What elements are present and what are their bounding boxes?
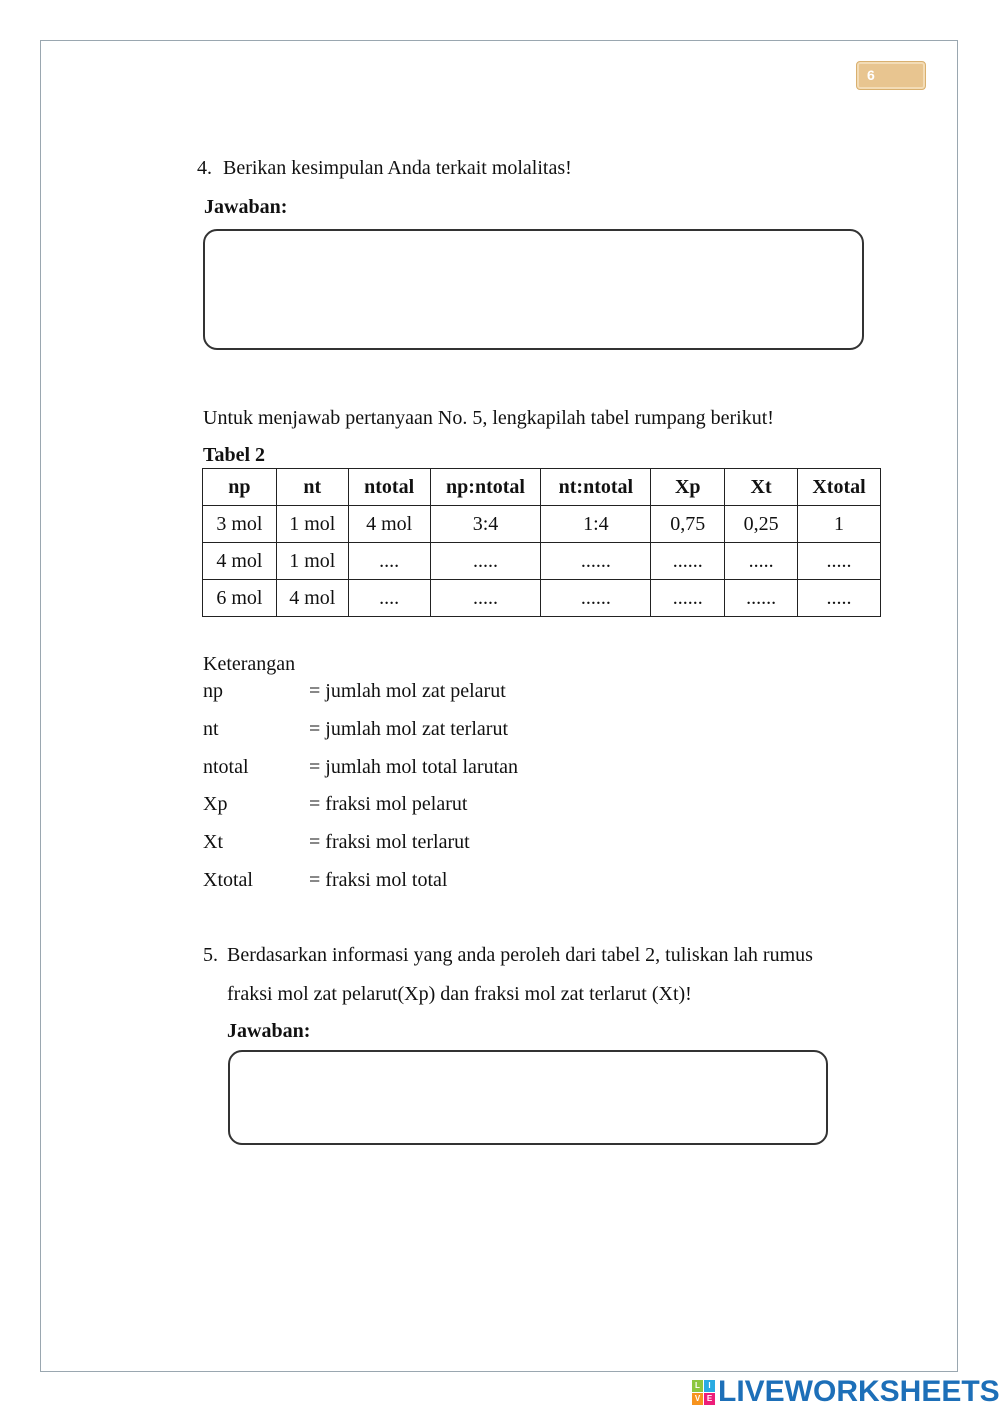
question-5-number: 5. [203, 944, 218, 966]
table-blank-cell[interactable]: ...... [541, 580, 651, 617]
legend-term: Xt [203, 831, 223, 853]
legend-item [203, 792, 467, 816]
table-blank-cell[interactable]: .... [348, 580, 430, 617]
header-xtotal: Xtotal [798, 469, 881, 506]
table-blank-cell[interactable]: ...... [541, 543, 651, 580]
header-ntotal: ntotal [348, 469, 430, 506]
logo-tile-v: V [692, 1393, 703, 1405]
table-cell: 1 [798, 506, 881, 543]
header-np: np [203, 469, 277, 506]
table-cell: 4 mol [348, 506, 430, 543]
logo-tile-i: I [704, 1380, 715, 1392]
table-cell: 0,75 [651, 506, 725, 543]
legend-term: np [203, 680, 223, 702]
question-5-answer-label: Jawaban: [227, 1020, 311, 1042]
legend-desc: = fraksi mol terlarut [309, 831, 470, 853]
header-nt-ntotal: nt:ntotal [541, 469, 651, 506]
liveworksheets-logo [692, 1376, 1000, 1408]
table-blank-cell[interactable]: ..... [725, 543, 798, 580]
table-cell: 6 mol [203, 580, 277, 617]
table-blank-cell[interactable]: ..... [798, 580, 881, 617]
question-5 [203, 943, 813, 967]
table-blank-cell[interactable]: ...... [651, 580, 725, 617]
table-cell: 4 mol [203, 543, 277, 580]
question-4-number: 4. [197, 157, 212, 179]
header-xt: Xt [725, 469, 798, 506]
table-cell: 1:4 [541, 506, 651, 543]
table-cell: 3 mol [203, 506, 277, 543]
table-blank-cell[interactable]: ..... [798, 543, 881, 580]
table-instruction: Untuk menjawab pertanyaan No. 5, lengkapilah tabel rumpang berikut! [203, 407, 774, 429]
table-cell: 1 mol [276, 543, 348, 580]
legend-desc: = jumlah mol zat terlarut [309, 718, 508, 740]
legend-item [203, 679, 506, 703]
table-header-row [203, 469, 881, 506]
legend-item [203, 717, 508, 741]
table-row [203, 580, 881, 617]
question-4-answer-label: Jawaban: [204, 196, 288, 218]
question-5-line-2: fraksi mol zat pelarut(Xp) dan fraksi mol zat terlarut (Xt)! [227, 983, 692, 1005]
table-title: Tabel 2 [203, 444, 266, 466]
table-blank-cell[interactable]: ...... [725, 580, 798, 617]
table-blank-cell[interactable]: ..... [430, 580, 541, 617]
table-cell: 3:4 [430, 506, 541, 543]
legend-item [203, 755, 518, 779]
page-number: 6 [867, 67, 875, 83]
legend-term: Xtotal [203, 869, 253, 891]
page-number-badge [856, 61, 926, 90]
logo-tile-l: L [692, 1380, 703, 1392]
question-4-text: Berikan kesimpulan Anda terkait molalitas! [223, 157, 572, 179]
legend-item [203, 868, 447, 892]
question-4 [197, 156, 572, 180]
table-blank-cell[interactable]: ...... [651, 543, 725, 580]
legend-desc: = jumlah mol total larutan [309, 756, 519, 778]
question-4-answer-box[interactable] [203, 229, 864, 350]
logo-tile-e: E [704, 1393, 715, 1405]
question-5-line-1: Berdasarkan informasi yang anda peroleh dari tabel 2, tuliskan lah rumus [227, 944, 813, 966]
table-cell: 0,25 [725, 506, 798, 543]
table-cell: 4 mol [276, 580, 348, 617]
table-row [203, 506, 881, 543]
table-blank-cell[interactable]: .... [348, 543, 430, 580]
question-5-answer-box[interactable] [228, 1050, 828, 1145]
legend-title: Keterangan [203, 653, 296, 675]
table-row [203, 543, 881, 580]
legend-term: ntotal [203, 756, 249, 778]
legend-term: nt [203, 718, 219, 740]
liveworksheets-icon [692, 1380, 714, 1404]
mole-fraction-table [202, 468, 881, 617]
table-cell: 1 mol [276, 506, 348, 543]
legend-desc: = fraksi mol total [309, 869, 448, 891]
table-blank-cell[interactable]: ..... [430, 543, 541, 580]
header-nt: nt [276, 469, 348, 506]
header-np-ntotal: np:ntotal [430, 469, 541, 506]
legend-desc: = jumlah mol zat pelarut [309, 680, 506, 702]
liveworksheets-wordmark: LIVEWORKSHEETS [718, 1375, 1000, 1408]
legend-desc: = fraksi mol pelarut [309, 793, 468, 815]
header-xp: Xp [651, 469, 725, 506]
legend-term: Xp [203, 793, 228, 815]
legend-item [203, 830, 470, 854]
